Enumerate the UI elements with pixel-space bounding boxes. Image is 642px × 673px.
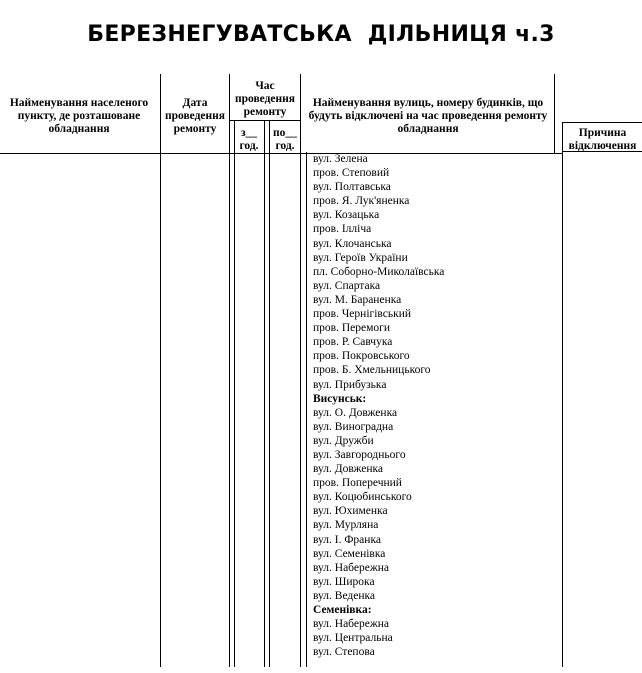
street-list	[313, 152, 553, 659]
street-item: пл. Соборно-Миколаївська	[313, 265, 445, 278]
street-item: вул. Клочанська	[313, 237, 392, 250]
column-divider	[554, 74, 555, 154]
header-to: по__ год.	[273, 127, 297, 152]
header-reason: Причина відключення	[568, 127, 637, 152]
street-item: вул. Набережна	[313, 561, 390, 574]
column-divider	[269, 120, 270, 667]
column-divider	[160, 74, 161, 667]
street-item: вул. Коцюбинського	[313, 491, 412, 504]
header-streets: Найменування вулиць, номеру будинків, що будуть відключені на час проведення ремонту обладнання	[308, 97, 548, 135]
street-item: вул. І. Франка	[313, 533, 381, 546]
street-item: вул. Дружби	[313, 434, 374, 447]
street-item: пров. Я. Лук'яненка	[313, 195, 410, 208]
street-item: вул. Полтавська	[313, 181, 391, 194]
street-item: вул. Мурляна	[313, 519, 379, 532]
street-item: вул. Юхименка	[313, 505, 388, 518]
street-item: вул. Центральна	[313, 632, 393, 645]
street-item: пров. Б. Хмельницького	[313, 364, 431, 377]
street-item: пров. Покровського	[313, 350, 410, 363]
street-item: пров. Р. Савчука	[313, 336, 393, 349]
street-item: вул. Прибузька	[313, 378, 387, 391]
header-from: з__ год.	[239, 127, 259, 152]
header-divider	[562, 122, 642, 123]
street-item: вул. Довженка	[313, 463, 384, 476]
header-divider	[229, 120, 301, 121]
street-item: вул. О. Довженка	[313, 406, 398, 419]
column-divider	[264, 120, 265, 667]
street-item: пров. Степовий	[313, 167, 390, 180]
street-item: вул. Зелена	[313, 153, 368, 165]
column-divider	[229, 74, 230, 667]
street-item: вул. Спартака	[313, 279, 381, 292]
street-item: вул. Завгороднього	[313, 448, 406, 461]
column-divider	[562, 122, 563, 667]
street-item: вул. Виноградна	[313, 420, 394, 433]
street-item: пров. Перемоги	[313, 322, 390, 335]
header-time: Час проведення ремонту	[234, 80, 296, 118]
street-item: вул. Набережна	[313, 618, 390, 631]
street-item: вул. М. Бараненка	[313, 293, 402, 306]
street-item: пров. Ілліча	[313, 223, 372, 236]
column-divider	[300, 74, 301, 667]
header-date: Дата проведення ремонту	[164, 97, 226, 135]
street-item: вул. Степова	[313, 646, 375, 659]
street-item: вул. Широка	[313, 575, 375, 588]
street-item: вул. Веденка	[313, 589, 376, 602]
column-divider	[234, 120, 235, 667]
street-item: вул. Героїв України	[313, 251, 408, 264]
street-item: пров. Чернігівський	[313, 308, 412, 321]
settlement-heading: Семенівка:	[313, 604, 372, 616]
street-item: вул. Козацька	[313, 209, 380, 222]
page-title: БЕРЕЗНЕГУВАТСЬКА ДІЛЬНИЦЯ ч.3	[87, 22, 555, 47]
header-settlement: Найменування населеного пункту, де розташоване обладнання	[9, 97, 149, 135]
street-item: вул. Семенівка	[313, 547, 386, 560]
street-item: пров. Поперечний	[313, 477, 402, 490]
column-divider	[306, 152, 307, 667]
settlement-heading: Висунськ:	[313, 392, 367, 405]
